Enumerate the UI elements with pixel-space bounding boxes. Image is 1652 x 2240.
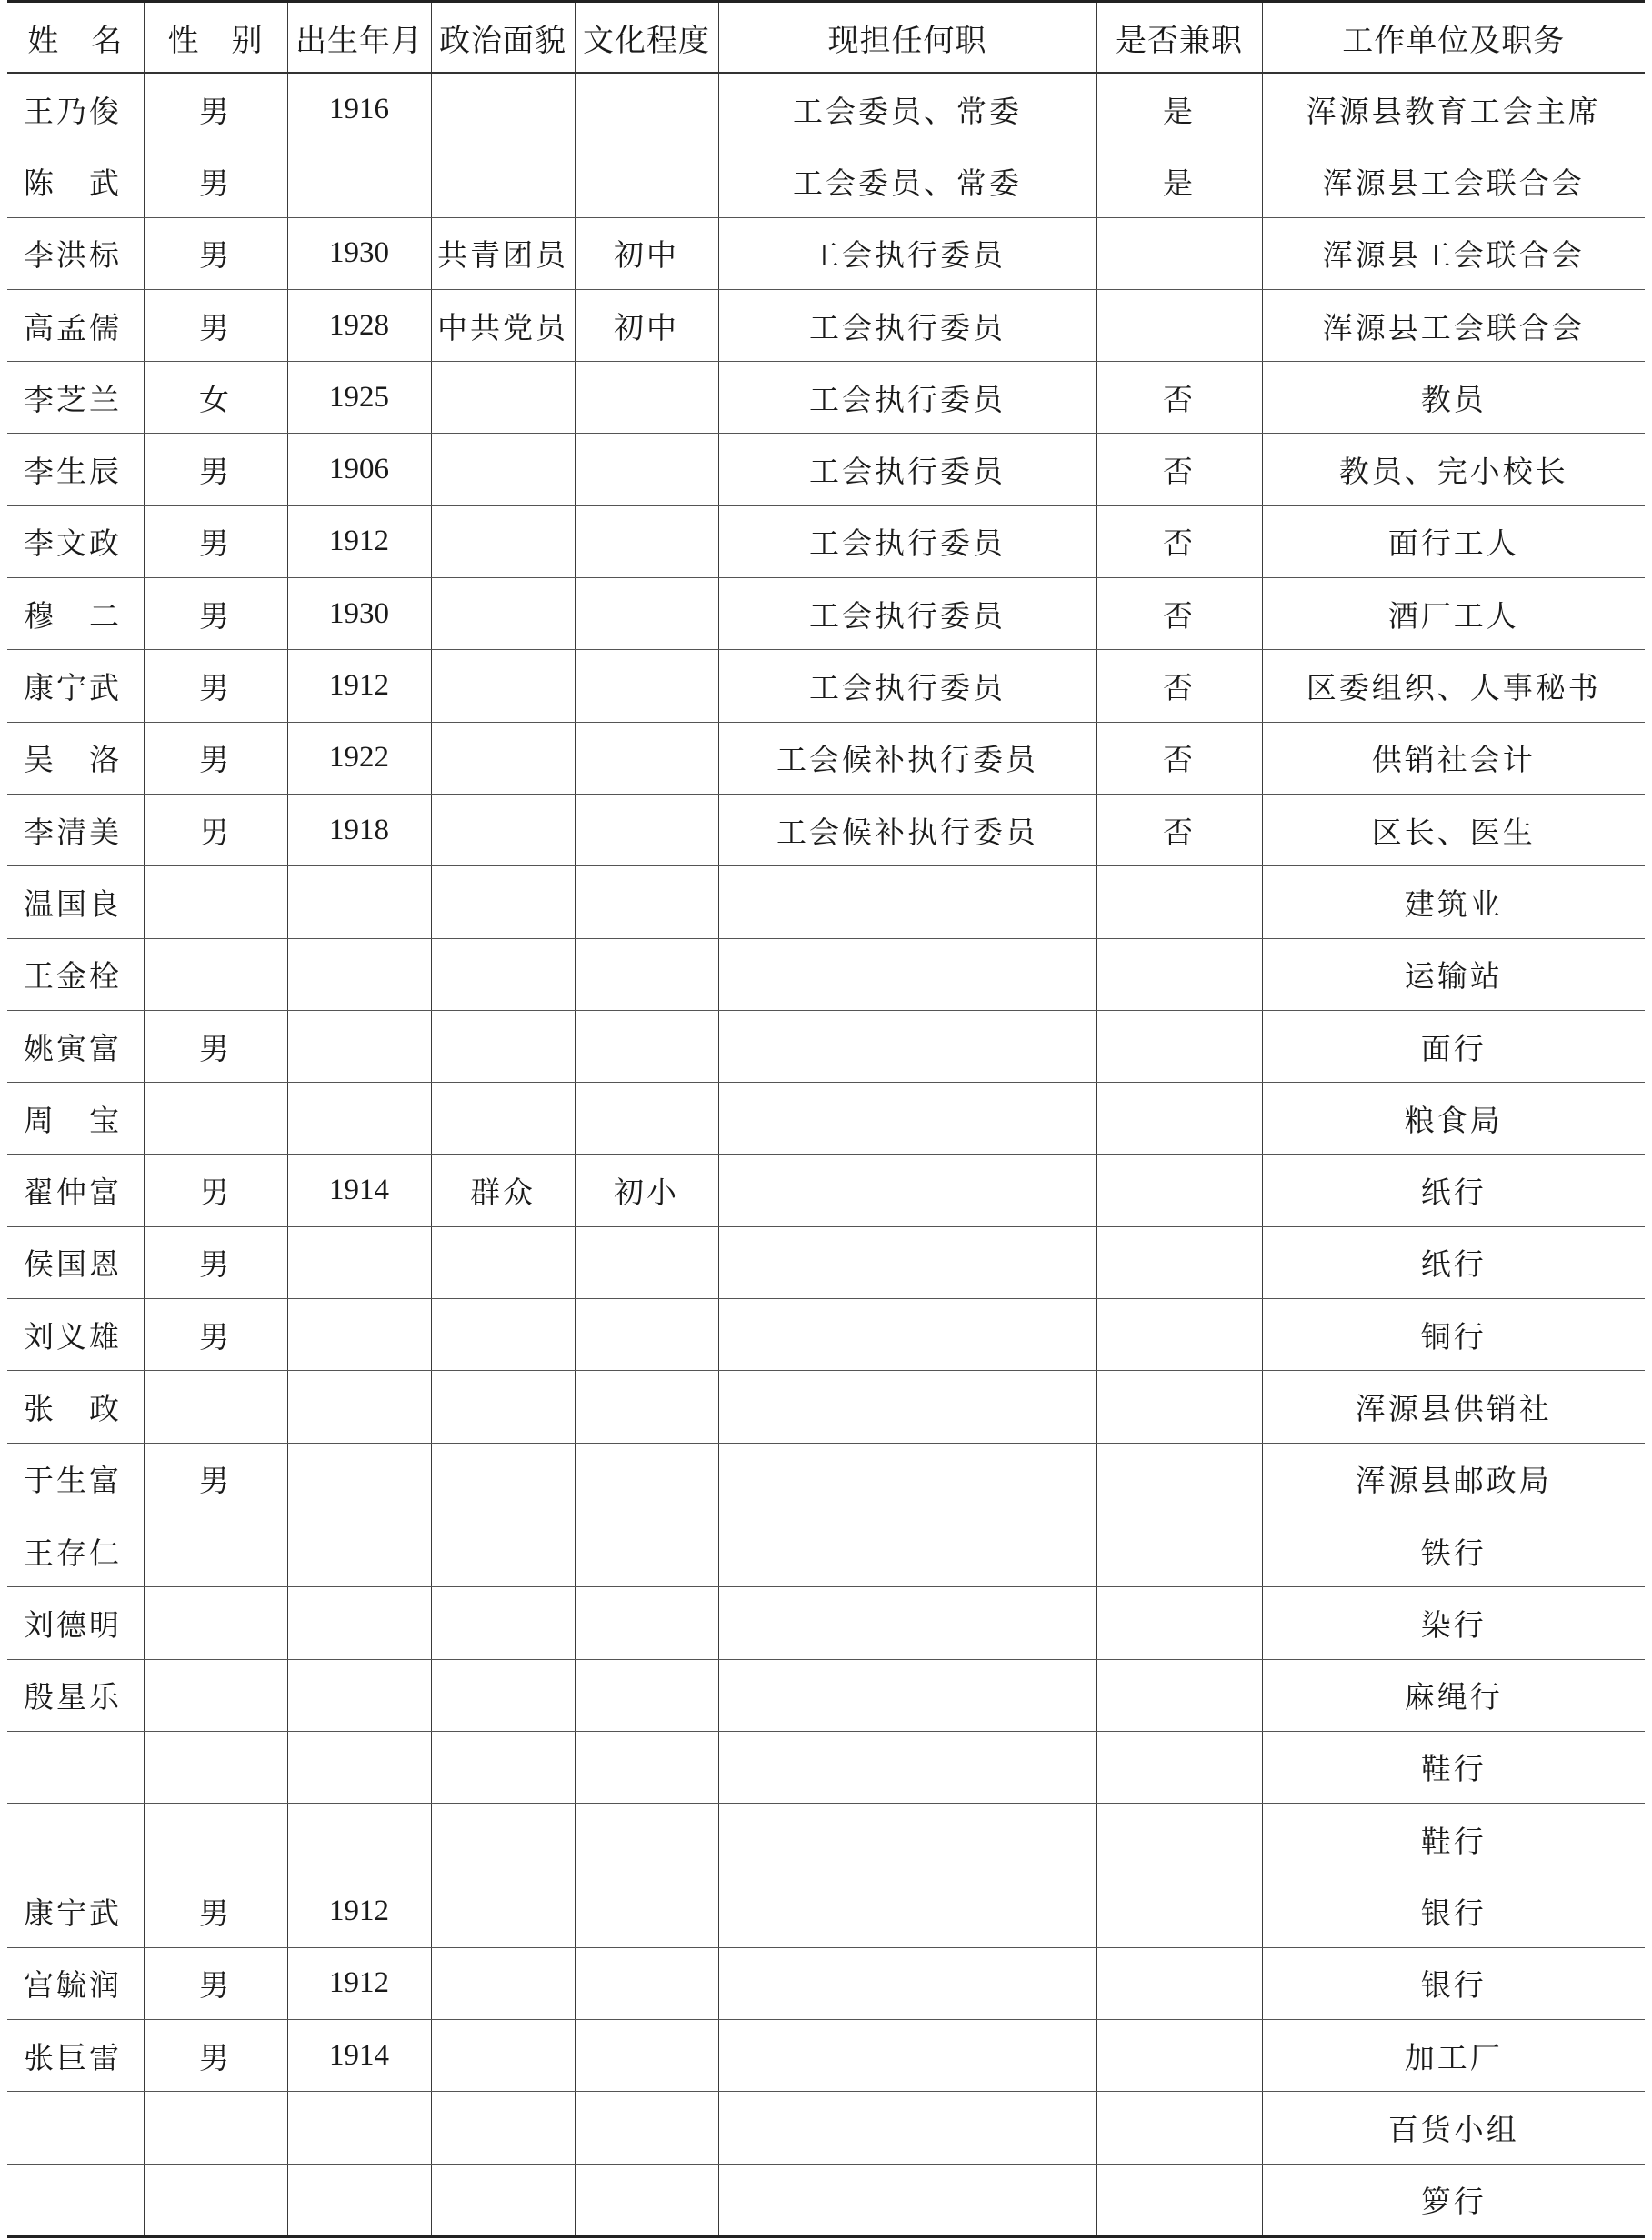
table-row <box>7 362 1645 434</box>
cell-education <box>575 866 718 938</box>
table-row <box>7 1804 1645 1875</box>
cell-gender: 男 <box>144 217 287 289</box>
cell-workplace: 银行 <box>1262 1875 1645 1947</box>
cell-political <box>431 578 575 650</box>
cell-gender: 男 <box>144 578 287 650</box>
cell-concurrent <box>1096 1299 1262 1371</box>
cell-education <box>575 505 718 577</box>
cell-workplace: 建筑业 <box>1262 866 1645 938</box>
cell-workplace: 浑源县工会联合会 <box>1262 145 1645 217</box>
cell-name: 吴 洛 <box>7 722 144 794</box>
cell-concurrent <box>1096 1731 1262 1803</box>
cell-education <box>575 1659 718 1731</box>
cell-concurrent <box>1096 1010 1262 1082</box>
cell-position <box>718 1443 1096 1515</box>
cell-political: 中共党员 <box>431 289 575 361</box>
cell-education <box>575 1731 718 1803</box>
cell-year <box>287 1083 431 1155</box>
cell-workplace: 运输站 <box>1262 938 1645 1010</box>
cell-gender <box>144 2164 287 2236</box>
column-header-education: 文化程度 <box>575 2 718 74</box>
cell-concurrent <box>1096 1226 1262 1298</box>
cell-year: 1928 <box>287 289 431 361</box>
cell-workplace: 粮食局 <box>1262 1083 1645 1155</box>
cell-gender: 男 <box>144 289 287 361</box>
cell-year: 1914 <box>287 2020 431 2092</box>
cell-education <box>575 362 718 434</box>
cell-political <box>431 794 575 865</box>
cell-concurrent <box>1096 1659 1262 1731</box>
cell-name: 于生富 <box>7 1443 144 1515</box>
cell-political <box>431 2092 575 2164</box>
cell-education: 初中 <box>575 217 718 289</box>
cell-gender: 男 <box>144 1443 287 1515</box>
cell-name: 侯国恩 <box>7 1226 144 1298</box>
cell-concurrent: 否 <box>1096 505 1262 577</box>
cell-name: 刘德明 <box>7 1587 144 1659</box>
cell-name: 姚寅富 <box>7 1010 144 1082</box>
cell-concurrent <box>1096 1515 1262 1586</box>
cell-concurrent <box>1096 2164 1262 2236</box>
cell-political <box>431 1947 575 2019</box>
cell-year <box>287 1299 431 1371</box>
cell-political <box>431 1299 575 1371</box>
cell-year: 1912 <box>287 505 431 577</box>
cell-position <box>718 2020 1096 2092</box>
table-row <box>7 505 1645 577</box>
cell-workplace: 箩行 <box>1262 2164 1645 2236</box>
cell-year <box>287 145 431 217</box>
cell-position <box>718 1226 1096 1298</box>
column-header-year: 出生年月 <box>287 2 431 74</box>
cell-education <box>575 1443 718 1515</box>
cell-position <box>718 1083 1096 1155</box>
cell-position <box>718 866 1096 938</box>
table-row <box>7 1731 1645 1803</box>
cell-position: 工会执行委员 <box>718 362 1096 434</box>
cell-year: 1912 <box>287 1875 431 1947</box>
cell-position <box>718 2092 1096 2164</box>
cell-education <box>575 1010 718 1082</box>
cell-workplace: 供销社会计 <box>1262 722 1645 794</box>
cell-education: 初中 <box>575 289 718 361</box>
table-row <box>7 217 1645 289</box>
cell-name: 翟仲富 <box>7 1155 144 1226</box>
cell-year: 1906 <box>287 434 431 505</box>
table-row <box>7 866 1645 938</box>
cell-education <box>575 145 718 217</box>
cell-year: 1912 <box>287 1947 431 2019</box>
cell-workplace: 教员、完小校长 <box>1262 434 1645 505</box>
cell-workplace: 染行 <box>1262 1587 1645 1659</box>
cell-gender <box>144 1731 287 1803</box>
cell-year <box>287 1731 431 1803</box>
cell-concurrent: 是 <box>1096 145 1262 217</box>
cell-political <box>431 2020 575 2092</box>
table-header-row <box>7 2 1645 74</box>
cell-gender <box>144 1659 287 1731</box>
cell-education <box>575 1371 718 1443</box>
cell-political <box>431 722 575 794</box>
table-row <box>7 1515 1645 1586</box>
cell-name: 李芝兰 <box>7 362 144 434</box>
cell-position: 工会执行委员 <box>718 217 1096 289</box>
cell-education <box>575 2092 718 2164</box>
cell-year <box>287 1443 431 1515</box>
table-row <box>7 1587 1645 1659</box>
table-row <box>7 1371 1645 1443</box>
cell-name: 王存仁 <box>7 1515 144 1586</box>
cell-education <box>575 650 718 722</box>
cell-gender: 男 <box>144 505 287 577</box>
cell-position <box>718 1155 1096 1226</box>
cell-year <box>287 2164 431 2236</box>
cell-workplace: 百货小组 <box>1262 2092 1645 2164</box>
cell-political <box>431 1226 575 1298</box>
cell-concurrent: 否 <box>1096 650 1262 722</box>
cell-year <box>287 866 431 938</box>
cell-gender <box>144 1587 287 1659</box>
column-header-gender: 性 别 <box>144 2 287 74</box>
table-row <box>7 1226 1645 1298</box>
cell-education <box>575 578 718 650</box>
cell-position <box>718 1299 1096 1371</box>
cell-political <box>431 1010 575 1082</box>
cell-year: 1925 <box>287 362 431 434</box>
column-header-concurrent: 是否兼职 <box>1096 2 1262 74</box>
cell-concurrent <box>1096 1083 1262 1155</box>
cell-gender <box>144 938 287 1010</box>
cell-education: 初小 <box>575 1155 718 1226</box>
cell-workplace: 浑源县教育工会主席 <box>1262 73 1645 145</box>
cell-concurrent <box>1096 1371 1262 1443</box>
table-row <box>7 722 1645 794</box>
cell-political: 共青团员 <box>431 217 575 289</box>
cell-political <box>431 2164 575 2236</box>
table-row <box>7 145 1645 217</box>
cell-education <box>575 434 718 505</box>
cell-workplace: 浑源县邮政局 <box>1262 1443 1645 1515</box>
cell-name: 康宁武 <box>7 1875 144 1947</box>
cell-position <box>718 1515 1096 1586</box>
table-row <box>7 1299 1645 1371</box>
cell-name <box>7 1731 144 1803</box>
cell-workplace: 区委组织、人事秘书 <box>1262 650 1645 722</box>
cell-workplace: 加工厂 <box>1262 2020 1645 2092</box>
table-row <box>7 2164 1645 2236</box>
cell-political <box>431 1371 575 1443</box>
cell-name: 刘义雄 <box>7 1299 144 1371</box>
cell-political <box>431 145 575 217</box>
cell-workplace: 银行 <box>1262 1947 1645 2019</box>
cell-concurrent <box>1096 866 1262 938</box>
cell-year <box>287 1371 431 1443</box>
cell-name: 殷星乐 <box>7 1659 144 1731</box>
table-body <box>7 73 1645 2236</box>
cell-year: 1912 <box>287 650 431 722</box>
cell-gender: 男 <box>144 650 287 722</box>
cell-workplace: 面行 <box>1262 1010 1645 1082</box>
table-row <box>7 1875 1645 1947</box>
cell-education <box>575 1299 718 1371</box>
table-row <box>7 289 1645 361</box>
cell-year: 1922 <box>287 722 431 794</box>
cell-workplace: 纸行 <box>1262 1155 1645 1226</box>
cell-workplace: 酒厂工人 <box>1262 578 1645 650</box>
cell-year <box>287 1515 431 1586</box>
cell-gender <box>144 1371 287 1443</box>
cell-political <box>431 362 575 434</box>
table-row <box>7 1083 1645 1155</box>
cell-concurrent <box>1096 1804 1262 1875</box>
cell-position <box>718 2164 1096 2236</box>
cell-position: 工会执行委员 <box>718 650 1096 722</box>
table-row <box>7 434 1645 505</box>
table-row <box>7 1947 1645 2019</box>
cell-concurrent <box>1096 1443 1262 1515</box>
cell-concurrent <box>1096 1947 1262 2019</box>
cell-position <box>718 938 1096 1010</box>
cell-gender: 男 <box>144 145 287 217</box>
cell-concurrent <box>1096 1587 1262 1659</box>
cell-concurrent: 否 <box>1096 362 1262 434</box>
cell-year: 1914 <box>287 1155 431 1226</box>
cell-concurrent <box>1096 1875 1262 1947</box>
table-row <box>7 938 1645 1010</box>
column-header-name: 姓 名 <box>7 2 144 74</box>
cell-concurrent <box>1096 1155 1262 1226</box>
cell-gender <box>144 1083 287 1155</box>
table-row <box>7 2092 1645 2164</box>
cell-education <box>575 1515 718 1586</box>
table-row <box>7 2020 1645 2092</box>
cell-position <box>718 1371 1096 1443</box>
cell-political <box>431 650 575 722</box>
cell-education <box>575 722 718 794</box>
cell-political <box>431 1731 575 1803</box>
cell-workplace: 浑源县工会联合会 <box>1262 289 1645 361</box>
column-header-workplace: 工作单位及职务 <box>1262 2 1645 74</box>
cell-education <box>575 1804 718 1875</box>
column-header-position: 现担任何职 <box>718 2 1096 74</box>
cell-political <box>431 1587 575 1659</box>
cell-political <box>431 1804 575 1875</box>
table-row <box>7 650 1645 722</box>
cell-year <box>287 1010 431 1082</box>
cell-position: 工会执行委员 <box>718 289 1096 361</box>
cell-position: 工会候补执行委员 <box>718 722 1096 794</box>
cell-position: 工会执行委员 <box>718 505 1096 577</box>
cell-gender <box>144 2092 287 2164</box>
cell-year <box>287 1804 431 1875</box>
cell-name: 李文政 <box>7 505 144 577</box>
cell-political <box>431 866 575 938</box>
cell-concurrent <box>1096 2020 1262 2092</box>
cell-name: 周 宝 <box>7 1083 144 1155</box>
cell-concurrent: 否 <box>1096 794 1262 865</box>
cell-gender: 男 <box>144 73 287 145</box>
cell-position <box>718 1875 1096 1947</box>
cell-concurrent <box>1096 938 1262 1010</box>
cell-position: 工会委员、常委 <box>718 73 1096 145</box>
cell-position: 工会委员、常委 <box>718 145 1096 217</box>
cell-name: 李生辰 <box>7 434 144 505</box>
cell-year <box>287 2092 431 2164</box>
cell-education <box>575 938 718 1010</box>
cell-education <box>575 73 718 145</box>
cell-year: 1930 <box>287 217 431 289</box>
cell-gender: 男 <box>144 434 287 505</box>
cell-education <box>575 1875 718 1947</box>
table-row <box>7 1443 1645 1515</box>
table-row <box>7 1659 1645 1731</box>
cell-workplace: 铁行 <box>1262 1515 1645 1586</box>
cell-workplace: 铜行 <box>1262 1299 1645 1371</box>
cell-education <box>575 794 718 865</box>
cell-workplace: 浑源县供销社 <box>1262 1371 1645 1443</box>
cell-gender <box>144 1804 287 1875</box>
cell-year <box>287 1226 431 1298</box>
cell-gender: 男 <box>144 1226 287 1298</box>
cell-name: 王乃俊 <box>7 73 144 145</box>
cell-political <box>431 1875 575 1947</box>
cell-gender <box>144 866 287 938</box>
cell-political <box>431 1083 575 1155</box>
cell-workplace: 鞋行 <box>1262 1804 1645 1875</box>
cell-name: 张巨雷 <box>7 2020 144 2092</box>
cell-name: 穆 二 <box>7 578 144 650</box>
cell-name: 王金栓 <box>7 938 144 1010</box>
cell-gender: 男 <box>144 1299 287 1371</box>
cell-workplace: 浑源县工会联合会 <box>1262 217 1645 289</box>
cell-education <box>575 2164 718 2236</box>
cell-education <box>575 1083 718 1155</box>
table-row <box>7 794 1645 865</box>
cell-position: 工会执行委员 <box>718 578 1096 650</box>
cell-position: 工会候补执行委员 <box>718 794 1096 865</box>
table-row <box>7 1155 1645 1226</box>
cell-gender: 男 <box>144 794 287 865</box>
cell-year: 1918 <box>287 794 431 865</box>
cell-name: 张 政 <box>7 1371 144 1443</box>
cell-education <box>575 1587 718 1659</box>
cell-name <box>7 2164 144 2236</box>
cell-education <box>575 1947 718 2019</box>
table-row <box>7 1010 1645 1082</box>
cell-year <box>287 938 431 1010</box>
cell-political <box>431 505 575 577</box>
cell-political <box>431 938 575 1010</box>
cell-position <box>718 1731 1096 1803</box>
cell-concurrent <box>1096 289 1262 361</box>
cell-name <box>7 1804 144 1875</box>
cell-workplace: 鞋行 <box>1262 1731 1645 1803</box>
cell-name: 康宁武 <box>7 650 144 722</box>
cell-year <box>287 1587 431 1659</box>
cell-workplace: 教员 <box>1262 362 1645 434</box>
cell-position <box>718 1587 1096 1659</box>
cell-gender: 男 <box>144 1947 287 2019</box>
cell-name: 李清美 <box>7 794 144 865</box>
cell-concurrent: 否 <box>1096 578 1262 650</box>
cell-name: 高孟儒 <box>7 289 144 361</box>
cell-year: 1930 <box>287 578 431 650</box>
cell-concurrent <box>1096 2092 1262 2164</box>
cell-concurrent: 是 <box>1096 73 1262 145</box>
column-header-political: 政治面貌 <box>431 2 575 74</box>
cell-name <box>7 2092 144 2164</box>
cell-political <box>431 73 575 145</box>
union-committee-roster-table <box>7 0 1645 2238</box>
cell-political <box>431 434 575 505</box>
cell-workplace: 麻绳行 <box>1262 1659 1645 1731</box>
cell-political <box>431 1443 575 1515</box>
cell-gender <box>144 1515 287 1586</box>
cell-concurrent: 否 <box>1096 434 1262 505</box>
cell-name: 李洪标 <box>7 217 144 289</box>
cell-workplace: 纸行 <box>1262 1226 1645 1298</box>
cell-gender: 男 <box>144 2020 287 2092</box>
cell-gender: 男 <box>144 1155 287 1226</box>
cell-concurrent <box>1096 217 1262 289</box>
table-row <box>7 73 1645 145</box>
cell-political <box>431 1515 575 1586</box>
cell-name: 陈 武 <box>7 145 144 217</box>
cell-position <box>718 1804 1096 1875</box>
cell-position <box>718 1659 1096 1731</box>
cell-gender: 女 <box>144 362 287 434</box>
cell-education <box>575 1226 718 1298</box>
cell-education <box>575 2020 718 2092</box>
cell-gender: 男 <box>144 1010 287 1082</box>
table-row <box>7 578 1645 650</box>
cell-gender: 男 <box>144 1875 287 1947</box>
cell-position: 工会执行委员 <box>718 434 1096 505</box>
cell-concurrent: 否 <box>1096 722 1262 794</box>
cell-political <box>431 1659 575 1731</box>
cell-year <box>287 1659 431 1731</box>
cell-year: 1916 <box>287 73 431 145</box>
cell-workplace: 区长、医生 <box>1262 794 1645 865</box>
cell-name: 温国良 <box>7 866 144 938</box>
cell-position <box>718 1947 1096 2019</box>
cell-position <box>718 1010 1096 1082</box>
cell-political: 群众 <box>431 1155 575 1226</box>
document-page <box>7 0 1645 2238</box>
cell-name: 宫毓润 <box>7 1947 144 2019</box>
cell-workplace: 面行工人 <box>1262 505 1645 577</box>
cell-gender: 男 <box>144 722 287 794</box>
